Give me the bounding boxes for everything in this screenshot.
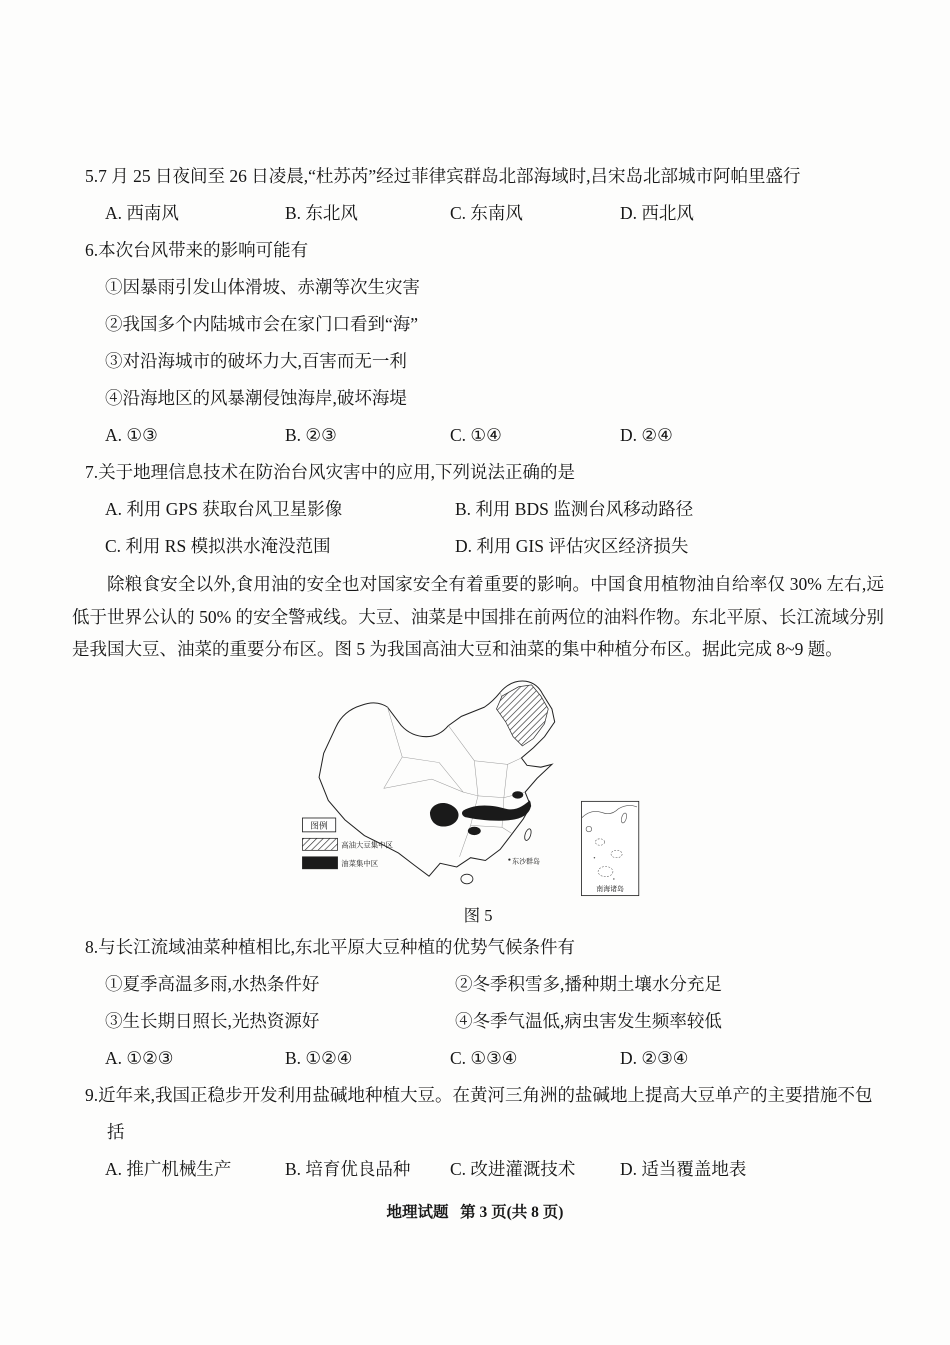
question-9: [85, 1077, 884, 1188]
inset-nanhai: [581, 801, 638, 895]
question-9-stem: [85, 1077, 884, 1151]
nanhai-label: 南海诸岛: [596, 885, 624, 893]
question-8: [85, 929, 884, 1077]
subitem-4: ④冬季气温低,病虫害发生频率较低: [455, 1010, 722, 1031]
subitem-3: ③生长期日照长,光热资源好: [105, 1010, 320, 1031]
question-8-options: [105, 1040, 884, 1077]
option-c: C. ①③④: [450, 1047, 518, 1068]
option-c: C. 改进灌溉技术: [450, 1158, 576, 1179]
question-number: 7.: [85, 462, 99, 482]
passage: 除粮食安全以外,食用油的安全也对国家安全有着重要的影响。中国食用植物油自给率仅 30% 左右,远低于世界公认的 50% 的安全警戒线。大豆、油菜是中国排在前两位的油料作物。东北平原、长江流域分别是我国大豆、油菜的重要分布区。图 5 为我国高油大豆和油菜的集中种植分布区。据此完成 8~9 题。: [72, 574, 884, 659]
china-map-svg: [293, 672, 663, 903]
question-text: 关于地理信息技术在防治台风灾害中的应用,下列说法正确的是: [98, 462, 575, 482]
question-6-subitems: [105, 269, 884, 417]
subitem-4: ④沿海地区的风暴潮侵蚀海岸,破坏海堤: [105, 388, 407, 408]
legend-label-soybean: 高油大豆集中区: [341, 840, 393, 850]
question-text: 本次台风带来的影响可能有: [98, 240, 309, 260]
question-8-subitems: [105, 966, 884, 1040]
option-c: C. ①④: [450, 425, 502, 445]
question-number: 9.: [85, 1084, 99, 1105]
option-b: B. 利用 BDS 监测台风移动路径: [455, 499, 694, 519]
question-8-stem: [85, 929, 884, 966]
subitem-1: ①因暴雨引发山体滑坡、赤潮等次生灾害: [105, 277, 420, 297]
option-b: B. ①②④: [285, 1047, 353, 1068]
option-a: A. 推广机械生产: [105, 1158, 232, 1179]
question-5: [85, 158, 884, 232]
legend-swatch-rapeseed: [302, 856, 337, 868]
option-a: A. ①③: [105, 425, 158, 445]
question-text: 与长江流域油菜种植相比,东北平原大豆种植的优势气候条件有: [98, 936, 575, 957]
question-number: 5.: [85, 166, 99, 186]
option-b: B. 培育优良品种: [285, 1158, 411, 1179]
legend-swatch-soybean: [302, 838, 337, 850]
soybean-region: [496, 684, 548, 745]
question-6-options: [105, 417, 884, 454]
question-5-stem: [85, 158, 884, 195]
option-d: D. 适当覆盖地表: [620, 1158, 747, 1179]
question-5-options: [105, 195, 884, 232]
option-a: A. 利用 GPS 获取台风卫星影像: [105, 499, 343, 519]
option-c: C. 利用 RS 模拟洪水淹没范围: [105, 536, 331, 556]
option-c: C. 东南风: [450, 203, 523, 223]
question-6: [85, 232, 884, 454]
dongsha-label: 东沙群岛: [512, 857, 540, 865]
option-a: A. 西南风: [105, 203, 179, 223]
map-legend: [302, 817, 393, 868]
question-7-options: [105, 491, 884, 565]
question-text: 7 月 25 日夜间至 26 日凌晨,“杜苏芮”经过菲律宾群岛北部海域时,吕宋岛北部城市阿帕里盛行: [98, 166, 801, 186]
question-7: [85, 454, 884, 565]
legend-title: 图例: [310, 820, 328, 831]
option-d: D. 西北风: [620, 203, 694, 223]
question-number: 8.: [85, 936, 99, 957]
question-9-options: [105, 1151, 884, 1188]
option-a: A. ①②③: [105, 1047, 174, 1068]
subitem-2: ②我国多个内陆城市会在家门口看到“海”: [105, 314, 419, 334]
option-d: D. ②④: [620, 425, 673, 445]
question-text: 近年来,我国正稳步开发利用盐碱地种植大豆。在黄河三角洲的盐碱地上提高大豆单产的主要措施不包括: [98, 1084, 873, 1142]
question-7-stem: [85, 454, 884, 491]
question-6-stem: [85, 232, 884, 269]
option-b: B. 东北风: [285, 203, 358, 223]
subitem-3: ③对沿海城市的破坏力大,百害而无一利: [105, 351, 407, 371]
subitem-1: ①夏季高温多雨,水热条件好: [105, 973, 320, 994]
option-d: D. 利用 GIS 评估灾区经济损失: [455, 536, 689, 556]
legend-label-rapeseed: 油菜集中区: [341, 858, 379, 868]
dongsha-dot: [508, 858, 510, 860]
figure-caption: 图 5: [463, 905, 493, 925]
page-footer: 地理试题 第 3 页(共 8 页): [386, 1204, 564, 1221]
hainan-island: [461, 874, 473, 884]
figure-map: [278, 672, 678, 929]
taiwan-island: [523, 828, 532, 841]
question-number: 6.: [85, 240, 99, 260]
option-b: B. ②③: [285, 425, 337, 445]
option-d: D. ②③④: [620, 1047, 689, 1068]
subitem-2: ②冬季积雪多,播种期土壤水分充足: [455, 973, 722, 994]
